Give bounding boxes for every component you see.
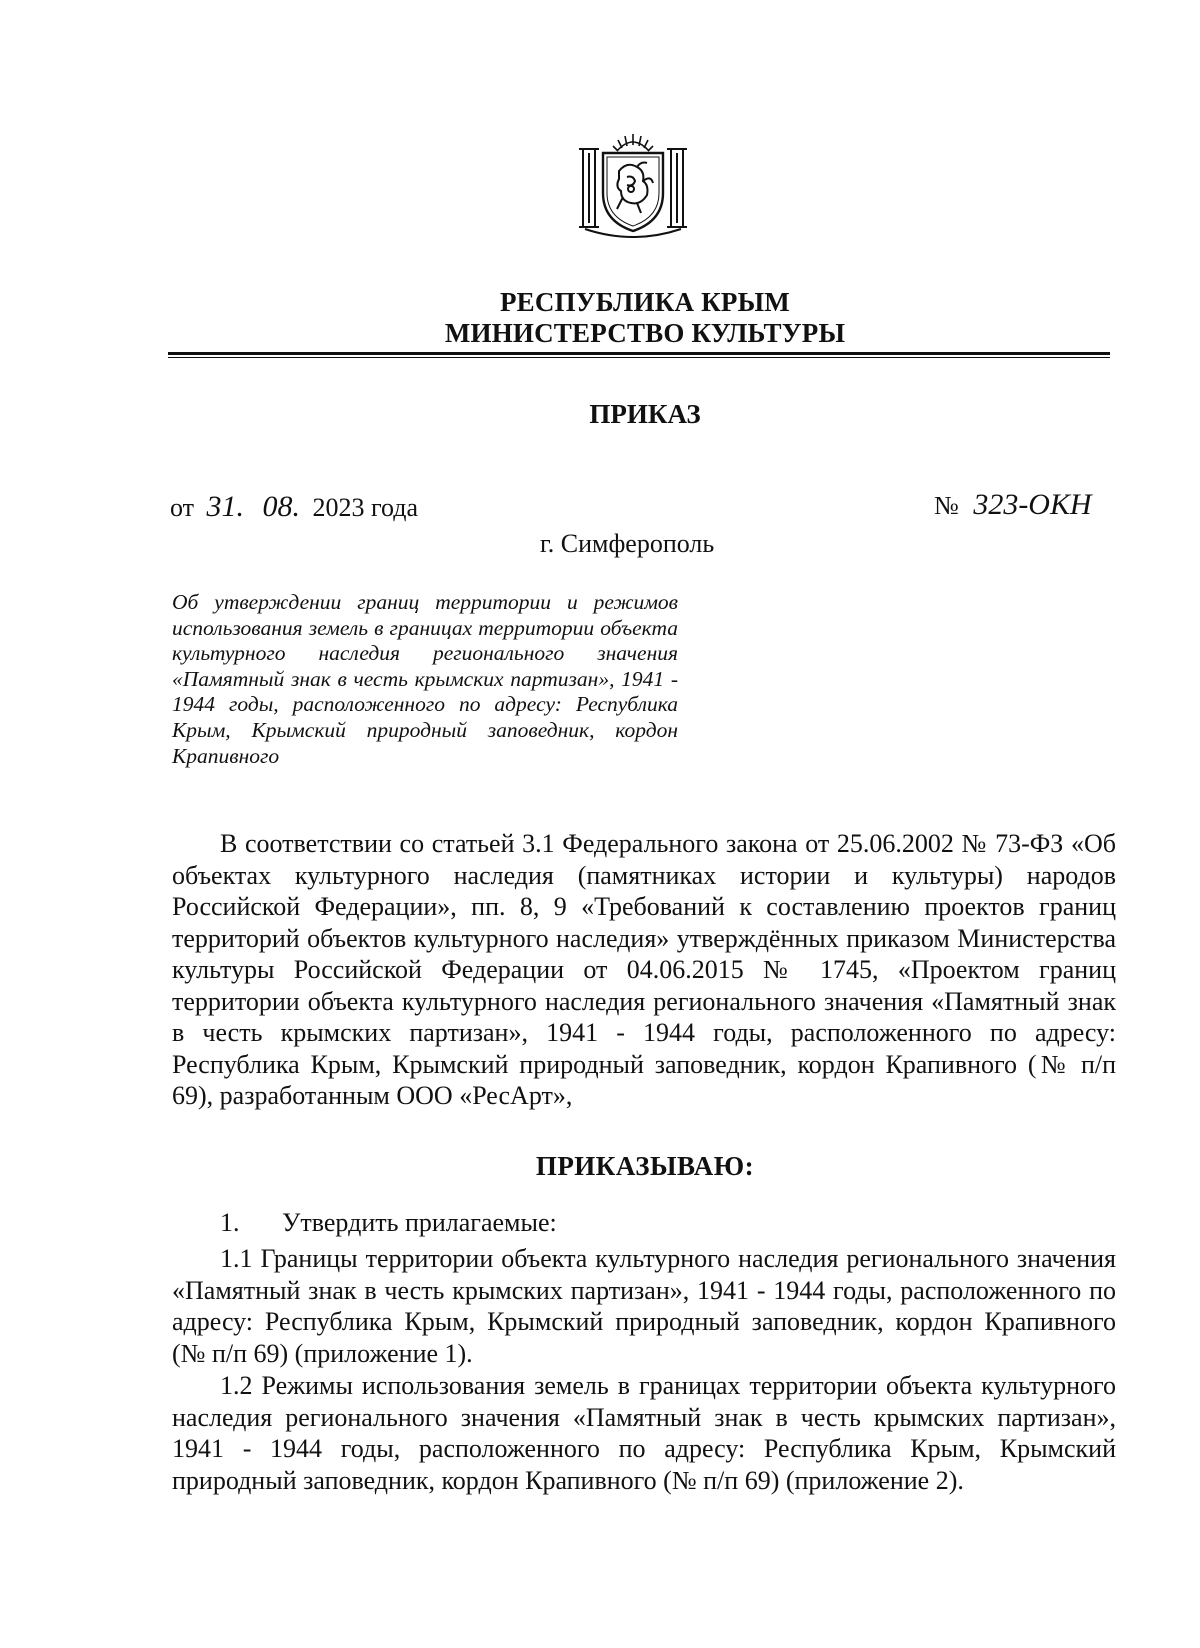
date-month-handwritten: 08.	[262, 490, 301, 523]
document-subject: Об утверждении границ территории и режимов использования земель в границах территории объекта культурного наследия регионального значения «Памятный знак в честь крымских партизан», 1941 - 1944 годы, расположенного по адресу: Республика Крым, Крымский природный заповедник, кордон Крапивного	[172, 590, 678, 768]
order-item-1-text: Утвердить прилагаемые:	[282, 1208, 557, 1237]
order-item-1-1: 1.1 Границы территории объекта культурного наследия регионального значения «Памятный знак в честь крымских партизан», 1941 - 1944 годы, расположенного по адресу: Республика Крым, Крымский природный заповедник, кордон Крапивного (№ п/п 69) (приложение 1).	[172, 1244, 1116, 1368]
date-day-handwritten: 31.	[206, 490, 245, 523]
preamble-paragraph: В соответствии со статьей 3.1 Федерального закона от 25.06.2002 № 73-ФЗ «Об объектах культурного наследия (памятниках истории и культуры) народов Российской Федерации», пп. 8, 9 «Требований к составлению проектов границ территорий объектов культурного наследия» утверждённых приказом Министерства культуры Российской Федерации от 04.06.2015 № 1745, «Проектом границ территории объекта культурного наследия регионального значения «Памятный знак в честь крымских партизан», 1941 - 1944 годы, расположенного по адресу: Республика Крым, Крымский природный заповедник, кордон Крапивного (№ п/п 69), разработанным ООО «РесАрт»,	[172, 829, 1116, 1110]
order-heading: ПРИКАЗЫВАЮ:	[535, 1151, 755, 1181]
crimea-coat-of-arms-icon	[577, 131, 689, 239]
ministry-name: МИНИСТЕРСТВО КУЛЬТУРЫ	[444, 318, 846, 348]
document-number	[934, 488, 1092, 522]
document-city: г. Симферополь	[540, 529, 715, 558]
order-item-1-number: 1.	[220, 1208, 240, 1237]
document-type: ПРИКАЗ	[589, 399, 701, 429]
republic-name: РЕСПУБЛИКА КРЫМ	[499, 287, 790, 317]
number-value-handwritten: 323-ОКН	[973, 488, 1092, 521]
header-divider-thin	[168, 357, 1110, 358]
order-item-1	[220, 1208, 557, 1238]
date-year: 2023 года	[312, 493, 419, 522]
document-date	[170, 490, 418, 524]
date-prefix: от	[170, 493, 195, 522]
number-prefix: №	[934, 491, 959, 520]
order-item-1-2: 1.2 Режимы использования земель в границах территории объекта культурного наследия регионального значения «Памятный знак в честь крымских партизан», 1941 - 1944 годы, расположенного по адресу: Республика Крым, Крымский природный заповедник, кордон Крапивного (№ п/п 69) (приложение 2).	[172, 1371, 1116, 1495]
header-divider	[168, 352, 1110, 355]
